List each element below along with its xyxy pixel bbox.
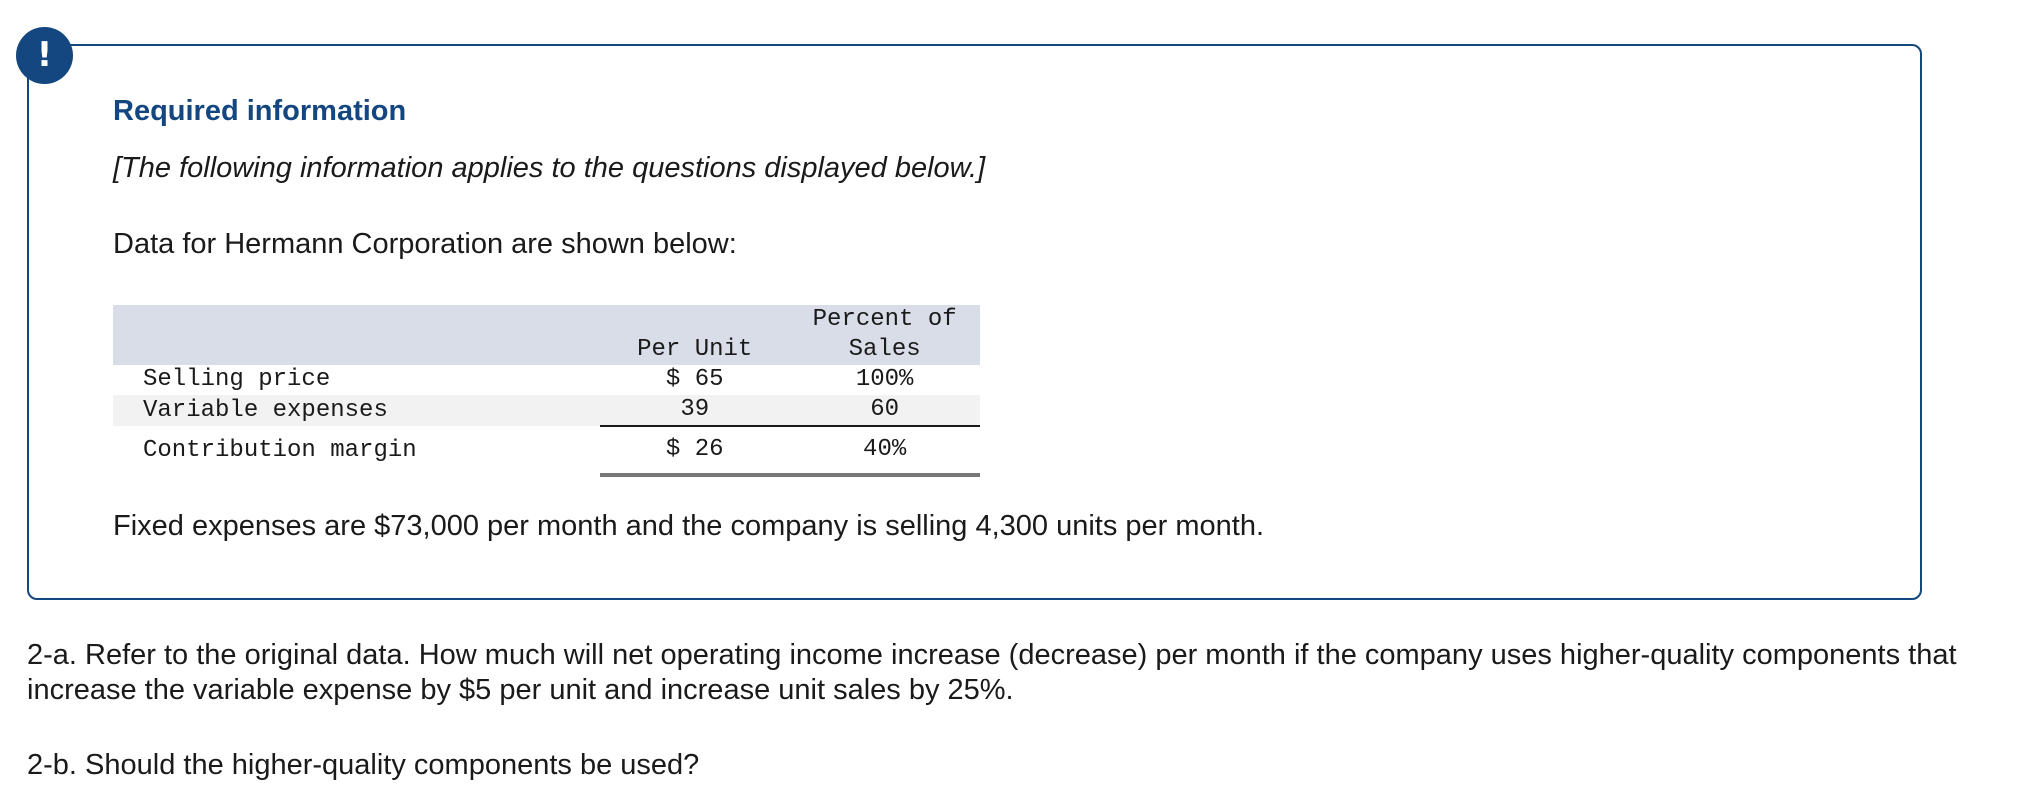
table-row [113, 365, 980, 395]
table-row [113, 395, 980, 426]
row-label: Selling price [143, 366, 331, 393]
row-label: Variable expenses [113, 395, 600, 426]
panel-intro: Data for Hermann Corporation are shown below: [113, 228, 737, 260]
header-percent-line1: Percent of [812, 306, 957, 333]
question-2a: 2-a. Refer to the original data. How much will net operating income increase (decrease) per month if the company uses higher-quality components that increase the variable expense by $5 per unit and increase unit sales by 25%. [27, 639, 1957, 706]
header-percent-line2: Sales [848, 336, 921, 363]
header-per-unit: Per Unit [600, 305, 789, 365]
fixed-expenses-note: Fixed expenses are $73,000 per month and the company is selling 4,300 units per month. [113, 510, 1265, 542]
row-per-unit: $ 65 [665, 366, 724, 393]
exclamation-icon: ! [16, 27, 73, 84]
row-percent: 100% [855, 366, 914, 393]
question-2b: 2-b. Should the higher-quality components be used? [27, 749, 700, 781]
row-percent: 40% [789, 426, 980, 475]
header-percent-of-sales [789, 305, 980, 365]
row-per-unit: 39 [600, 395, 789, 426]
row-label: Contribution margin [143, 436, 417, 464]
row-per-unit: $ 26 [600, 426, 789, 475]
header-label [113, 305, 600, 365]
data-table [113, 305, 980, 477]
panel-note: [The following information applies to the questions displayed below.] [113, 152, 986, 184]
panel-title: Required information [113, 95, 407, 127]
table-header-row [113, 305, 980, 365]
row-percent: 60 [789, 395, 980, 426]
table-row [113, 426, 980, 475]
